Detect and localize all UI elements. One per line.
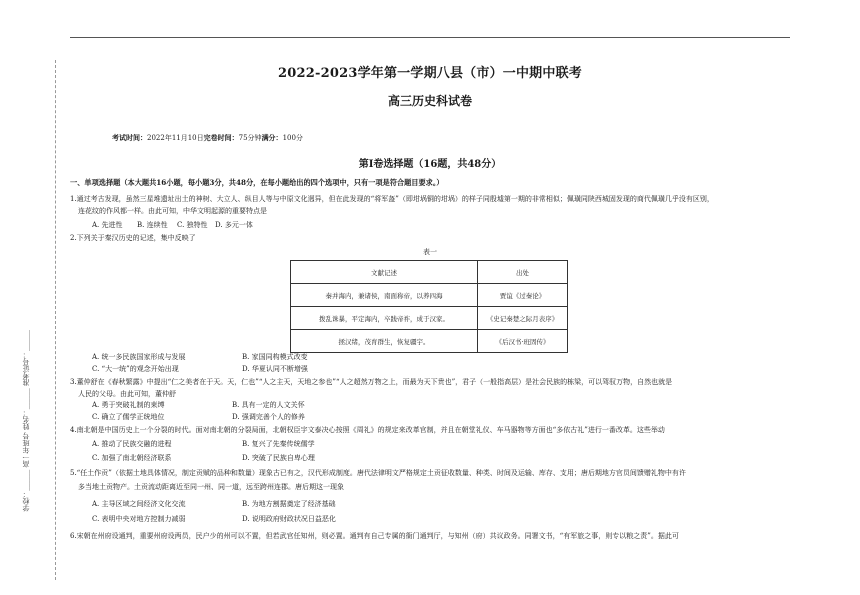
table-row xyxy=(291,284,568,307)
table-cell: 《史记秦楚之际月表序》 xyxy=(478,307,568,330)
question-6-line1: 6.宋朝在州府设通判，重要州府设两员，民户少的州可以不置，但若武官任知州，则必置。通判有自己专属的衙门通判厅，与知州（府）共议政务。同署文书，“有军旅之事，则专以粮之责”。据此可 xyxy=(70,532,679,540)
full-score-label: 满分： xyxy=(261,133,283,142)
question-3-option-d: D. 强调完善个人的修养 xyxy=(232,413,305,421)
section-heading: 一、单项选择题（本大题共16小题，每小题3分，共48分，在每小题给出的四个选项中，只有一项是符合题目要求。） xyxy=(70,178,444,187)
exam-title: 2022-2023学年第一学期八县（市）一中期中联考 xyxy=(278,66,582,81)
part-title: 第Ⅰ卷选择题（16题，共48分） xyxy=(358,159,502,170)
binding-line xyxy=(55,60,56,580)
question-3-option-b: B. 具有一定的人文关怀 xyxy=(232,401,305,409)
question-4-option-b: B. 复兴了先秦传统儒学 xyxy=(242,440,315,448)
exam-subtitle: 高三历史科试卷 xyxy=(387,94,472,108)
question-2-option-c: C. “大一统”的观念开始出现 xyxy=(92,365,179,373)
question-1-option-b: B. 连续性 xyxy=(137,221,168,229)
table-header-cell: 文献记述 xyxy=(291,261,478,284)
question-3-line2: 人民的父母。由此可知，董仲舒 xyxy=(78,390,176,398)
side-note: 学校：______ 高一年班号 姓名：______ 准考证号：______ xyxy=(22,330,30,512)
question-1-option-a: A. 先进性 xyxy=(92,221,123,229)
question-5-option-c: C. 表明中央对地方控制力减弱 xyxy=(92,515,186,523)
duration-label: 完卷时间： xyxy=(203,133,239,142)
table-row xyxy=(291,307,568,330)
question-2-line1: 2.下列关于秦汉历史的记述，集中反映了 xyxy=(70,234,196,242)
top-rule xyxy=(70,37,790,38)
question-3-option-c: C. 确立了儒学正统地位 xyxy=(92,413,165,421)
question-5-option-b: B. 为地方割据奠定了经济基础 xyxy=(242,500,336,508)
source-table xyxy=(290,260,568,353)
question-5-line1: 5.“任土作贡”（依据土地具体情况，制定贡赋的品种和数量）现象古已有之，汉代形成制度。唐代法律明文严格规定土贡征收数量、种类、时间及运输、库存、支用；唐后期地方官员间馈赠礼物中有许 xyxy=(70,469,686,477)
exam-time-label: 考试时间： xyxy=(112,133,147,142)
question-4-option-a: A. 推动了民族交融的进程 xyxy=(92,440,172,448)
question-1-line2: 连花纹的作风都一样。由此可知，中华文明起源的重要特点是 xyxy=(78,207,267,215)
table-row xyxy=(291,330,568,353)
exam-time-value: 2022年11月10日 xyxy=(147,134,204,142)
question-1-option-c: C. 独特性 xyxy=(177,221,208,229)
question-1-line1: 1.通过考古发现，虽然三星堆遗址出土的神树、大立人、纵目人等与中原文化迥异，但在此发现的“将军盔”（即坩埚铜的坩埚）的样子同殷墟第一期的非常相似；佩璜同陕西城固发现的商代佩璜几乎没有区别， xyxy=(70,195,714,203)
table-cell: 《后汉书·班固传》 xyxy=(478,330,568,353)
table-cell: 秦并海内，兼诸侯，南面称帝，以养四海 xyxy=(291,284,478,307)
table-cell: 拨乱诛暴，平定海内，卒践帝祚，成于汉家。 xyxy=(291,307,478,330)
table-header-cell: 出处 xyxy=(478,261,568,284)
table-cell: 拯汉绪，茂育群生，恢复疆宇。 xyxy=(291,330,478,353)
question-2-option-b: B. 家国同构模式改变 xyxy=(242,353,308,361)
question-1-option-d: D. 多元一体 xyxy=(215,221,253,229)
question-2-option-a: A. 统一多民族国家形成与发展 xyxy=(92,353,186,361)
table-header-row xyxy=(291,261,568,284)
question-5-option-a: A. 主导区域之间经济文化交流 xyxy=(92,500,186,508)
question-3-line1: 3.董仲舒在《春秋繁露》中提出“仁之美者在于天。天，仁也”“人之主天，天地之参也”“人之超然万物之上，而最为天下贵也”，君子（一般指高层）是社会民族的栋梁，可以驾驭万物，自然也就是 xyxy=(70,378,673,386)
table-label: 表一 xyxy=(423,248,437,256)
table-cell: 贾谊《过秦论》 xyxy=(478,284,568,307)
duration-value: 75分钟 xyxy=(238,134,262,142)
question-5-line2: 多当地土贡物产。土贡流动距离近至同一州、同一道，远至跨州连郡。唐后期这一现象 xyxy=(78,483,344,491)
question-2-option-d: D. 华夏认同不断增强 xyxy=(242,365,308,373)
full-score-value: 100分 xyxy=(282,134,303,142)
question-4-line1: 4.南北朝是中国历史上一个分裂的时代。面对南北朝的分裂局面，北朝权臣宇文泰决心按照《周礼》的规定来改革官制，并且在朝堂礼仪、车马器物等方面也“多依古礼”进行一番改革。这些举动 xyxy=(70,426,665,434)
question-3-option-a: A. 勇于突破礼制的束缚 xyxy=(92,401,165,409)
question-4-option-d: D. 突破了民族自卑心理 xyxy=(242,454,315,462)
exam-meta xyxy=(112,133,303,143)
question-5-option-d: D. 说明政府财政状况日益恶化 xyxy=(242,515,336,523)
question-4-option-c: C. 加强了南北朝经济联系 xyxy=(92,454,172,462)
